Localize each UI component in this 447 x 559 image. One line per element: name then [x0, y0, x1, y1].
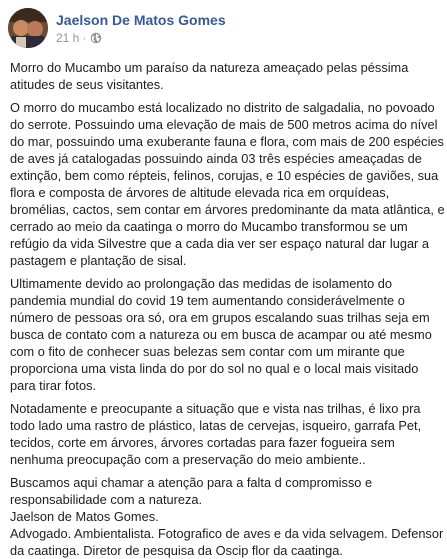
paragraph-location	[10, 99, 445, 269]
text-line: do mar, possuindo uma exuberante fauna e flora, com mais de 200 espécies	[10, 134, 444, 149]
text-line: O morro do mucambo está localizado no distrito de salgadalia, no povoado	[10, 100, 435, 115]
text-line: nenhuma preocupação com a preservação do meio ambiente..	[10, 452, 366, 467]
text-line: Notadamente e preocupante a situação que e vista nas trilhas, é lixo pra	[10, 401, 421, 416]
author-block	[56, 11, 226, 46]
avatar-image	[8, 8, 48, 48]
text-line: cerrado ao meio da caatinga o morro do Mucambo transformou se um	[10, 219, 408, 234]
paragraph-pandemic	[10, 275, 437, 394]
text-line: extinção, bem como répteis, felinos, corujas, e 10 espécies de gaviões, sua	[10, 168, 439, 183]
text-line: pandemia mundial do covid 19 tem aumentando considerávelmente o	[10, 293, 405, 308]
text-line: para tirar fotos.	[10, 378, 97, 393]
avatar[interactable]	[8, 8, 48, 48]
author-name[interactable]: Jaelson De Matos Gomes	[56, 11, 226, 28]
text-line: da caatinga. Diretor de pesquisa da Oscip flor da caatinga.	[10, 543, 343, 558]
text-line: atitudes de seus visitantes.	[10, 77, 164, 92]
text-line: de aves já catalogadas possuindo ainda 03 três espécies ameaçadas de	[10, 151, 422, 166]
post-body	[8, 59, 445, 559]
paragraph-title	[10, 59, 437, 93]
text-line: todo lado uma rastro de plástico, latas de cervejas, isqueiro, garrafa Pet,	[10, 418, 422, 433]
timestamp[interactable]: 21 h	[56, 30, 80, 45]
text-line: flora e composta de árvores de altitude elevada rica em orquídeas,	[10, 185, 390, 200]
meta-separator: ·	[82, 30, 87, 45]
paragraph-signature	[10, 474, 444, 559]
text-line: com o fito de conhecer suas belezas sem contar com um mirante que	[10, 344, 405, 359]
text-line: refúgio da vida Silvestre que a cada dia ver ser espaço natural dar lugar a	[10, 236, 429, 251]
text-line: tecidos, corte em árvores, árvores cortadas para fazer fogueira sem	[10, 435, 395, 450]
globe-icon[interactable]	[90, 32, 102, 44]
text-line: proporciona uma vista linda do por do sol no qual e o local mais visitado	[10, 361, 419, 376]
text-line: responsabilidade com a natureza.	[10, 492, 203, 507]
post-meta	[56, 30, 226, 46]
text-line: Ultimamente devido ao prolongação das medidas de isolamento do	[10, 276, 393, 291]
text-line: Jaelson de Matos Gomes.	[10, 509, 159, 524]
text-line: busca de contato com a natureza ou em busca de acampar ou até mesmo	[10, 327, 432, 342]
text-line: Buscamos aqui chamar a atenção para a falta d compromisso e	[10, 475, 373, 490]
paragraph-trash	[10, 400, 437, 468]
text-line: pastagem e plantação de sisal.	[10, 253, 187, 268]
text-line: do serrote. Possuindo uma elevação de mais de 500 metros acima do nível	[10, 117, 438, 132]
text-line: bromélias, cactos, sem contar em árvores predominante da mata atlântica, e	[10, 202, 445, 217]
text-line: Morro do Mucambo um paraíso da natureza ameaçado pelas péssima	[10, 60, 409, 75]
text-line: número de pessoas ora só, ora em grupos escalando suas trilhas seja em	[10, 310, 430, 325]
text-line: Advogado. Ambientalista. Fotografico de aves e da vida selvagem. Defensor	[10, 526, 444, 541]
post-header	[8, 8, 437, 48]
